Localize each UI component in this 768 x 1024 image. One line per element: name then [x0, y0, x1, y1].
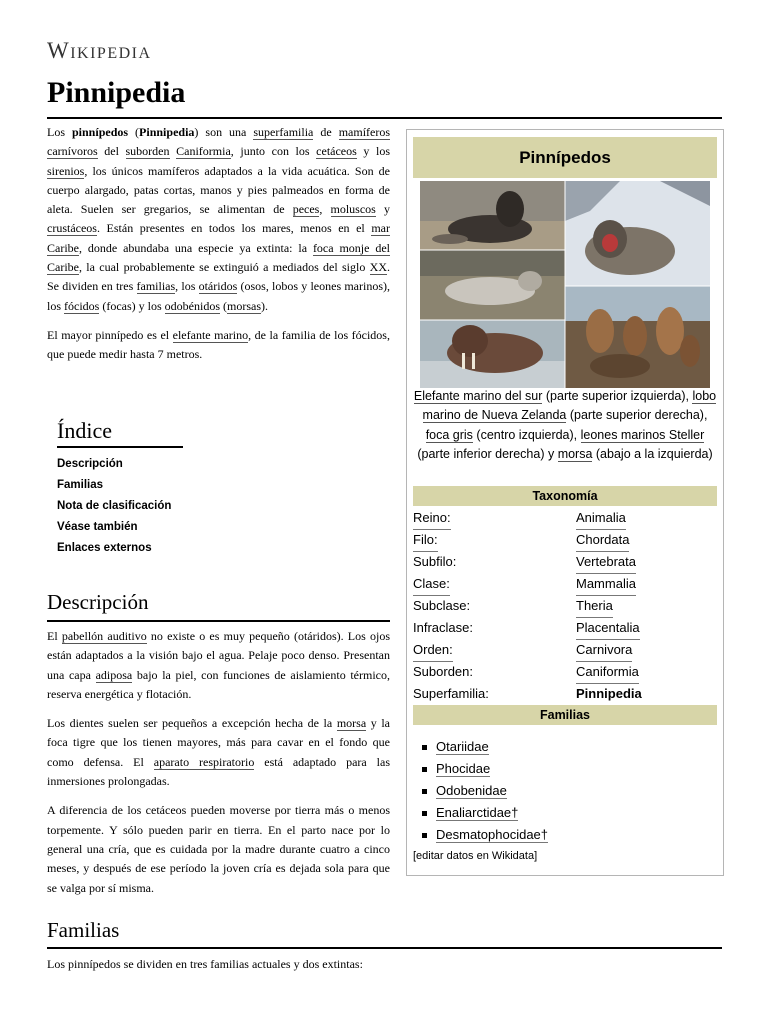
taxonomy-value[interactable]: Vertebrata — [576, 551, 636, 574]
section-heading-familias: Familias — [47, 918, 120, 942]
text-run: , junto con los — [230, 144, 317, 159]
inline-link[interactable]: Elefante marino del sur — [413, 389, 543, 403]
section-divider-familias — [47, 947, 722, 949]
families-list — [419, 736, 548, 846]
toc-item-descripcion[interactable]: Descripción — [57, 458, 123, 470]
text-run: (parte superior izquierda), — [542, 389, 693, 403]
taxonomy-value[interactable]: Chordata — [576, 529, 629, 552]
text-run: . Están presentes en todos los mares, menos en el — [96, 221, 372, 236]
inline-link[interactable]: morsas — [227, 298, 262, 313]
section-divider-descripcion — [47, 620, 390, 622]
descripcion-paragraph-2 — [47, 714, 390, 791]
descripcion-paragraph-1 — [47, 627, 390, 704]
taxonomy-row — [413, 573, 717, 595]
toc-item-vease[interactable]: Véase también — [57, 521, 138, 533]
text-run: Los dientes suelen ser pequeños a excepción hecha de la — [47, 716, 337, 731]
taxonomy-value[interactable]: Theria — [576, 595, 613, 618]
text-run: , los únicos mamíferos adaptados a la vida acuática. Son de cuerpo alargado, patas cortas, manos y pies palmeados en forma de aleta. Suelen ser gregarios, se alimentan de — [47, 163, 390, 217]
text-run: ). — [261, 298, 269, 313]
family-item — [419, 824, 548, 846]
photo-grey-seal — [420, 250, 565, 320]
text-run: ( — [128, 125, 140, 139]
inline-link[interactable]: foca gris — [425, 427, 473, 442]
family-link[interactable]: Phocidae — [436, 761, 491, 776]
text-run: (osos, lobos y leones marinos), los — [47, 279, 390, 313]
text-run: (parte superior derecha), — [566, 408, 708, 423]
taxonomy-value[interactable]: Mammalia — [576, 573, 636, 596]
taxonomy-header: Taxonomía — [413, 486, 717, 506]
taxonomy-rank: Subclase: — [413, 598, 471, 613]
text-run: A diferencia de los cetáceos pueden moverse por tierra más o menos torpemente. Y sólo pueden parir en tierra. En el parto nace por lo general una cría, que es cuidada por la madre durante cuatro a cinco meses, y después de ese período la joven cría es dejada sola para que se valga por sí misma. — [47, 803, 390, 895]
taxonomy-row — [413, 639, 717, 661]
inline-link[interactable]: Caniformia — [176, 144, 231, 159]
taxonomy-value[interactable]: Animalia — [576, 507, 626, 530]
inline-link[interactable]: XX — [369, 260, 387, 275]
text-run: ( — [220, 298, 228, 313]
section-heading-descripcion: Descripción — [47, 590, 149, 614]
taxonomy-row — [413, 529, 717, 551]
text-run: , — [319, 202, 331, 217]
family-item — [419, 736, 548, 758]
family-link[interactable]: Desmatophocidae† — [436, 827, 549, 842]
inline-link[interactable]: moluscos — [330, 202, 376, 217]
inline-link[interactable]: otáridos — [198, 279, 238, 294]
inline-link[interactable]: fócidos — [64, 298, 100, 313]
inline-link[interactable]: elefante marino — [172, 327, 249, 342]
family-link[interactable]: Enaliarctidae† — [436, 805, 519, 820]
familias-intro: Los pinnípedos se dividen en tres familias actuales y dos extintas: — [47, 957, 363, 971]
bold-term: pinnípedos — [72, 125, 129, 139]
text-run: no existe o es muy pequeño (otáridos). Los ojos están adaptados a la visión bajo el agua. Pelaje poco denso. Presentan una capa — [47, 629, 390, 682]
text-run: está adaptado para las inmersiones prolongadas. — [47, 754, 391, 789]
pinnipeds-photo-collage[interactable] — [420, 181, 710, 388]
table-of-contents — [57, 418, 257, 559]
inline-link[interactable]: cetáceos — [316, 144, 357, 159]
taxonomy-rank[interactable]: Clase: — [413, 573, 450, 596]
text-run: Los — [47, 125, 72, 139]
taxonomy-row — [413, 661, 717, 683]
inline-link[interactable]: suborden — [125, 144, 170, 159]
text-run: (abajo a la izquierda) — [592, 447, 713, 462]
text-run: y — [375, 202, 390, 217]
page-title: Pinnipedia — [47, 76, 186, 109]
taxonomy-rank: Superfamilia: — [413, 686, 489, 701]
toc-divider — [57, 446, 183, 448]
text-run: y la foca tigre que los tienen mayores, más para cavar en el fondo que como defensa. El — [47, 716, 391, 769]
text-run: , la cual probablemente se extinguió a mediados del siglo — [79, 260, 370, 275]
text-run: , donde abundaba una especie ya extinta: la — [79, 240, 313, 255]
toc-item-nota[interactable]: Nota de clasificación — [57, 500, 172, 512]
bold-term: Pinnipedia — [139, 125, 195, 139]
text-run: (centro izquierda), — [472, 427, 581, 442]
inline-link[interactable]: superfamilia — [253, 125, 314, 139]
family-item — [419, 780, 548, 802]
text-run: El mayor pinnípedo es el — [47, 327, 173, 342]
photo-walrus — [420, 320, 565, 388]
inline-link[interactable]: morsa — [557, 447, 593, 462]
taxonomy-rank: Infraclase: — [413, 620, 473, 635]
taxonomy-value[interactable]: Caniformia — [576, 661, 639, 684]
family-link[interactable]: Otariidae — [436, 739, 489, 754]
text-run: (parte inferior derecha) y — [417, 447, 558, 462]
inline-link[interactable]: odobénidos — [164, 298, 221, 313]
families-header: Familias — [413, 705, 717, 725]
family-item — [419, 802, 548, 824]
title-divider — [47, 117, 722, 119]
taxonomy-value[interactable]: Placentalia — [576, 617, 640, 640]
intro-paragraph-1 — [47, 123, 390, 316]
photo-fur-seal — [565, 181, 710, 286]
photo-elephant-seal — [420, 181, 565, 250]
intro-section — [47, 123, 390, 375]
inline-link[interactable]: aparato respiratorio — [153, 754, 255, 769]
toc-item-familias[interactable]: Familias — [57, 479, 104, 491]
toc-item-enlaces[interactable]: Enlaces externos — [57, 542, 152, 554]
taxonomy-value: Pinnipedia — [576, 686, 642, 701]
inline-link[interactable]: peces — [292, 202, 320, 217]
inline-link[interactable]: morsa — [336, 716, 367, 731]
photo-sea-lions — [565, 286, 710, 388]
text-run: bajo la piel, con funciones de aislamiento térmico, reserva energética y flotación. — [47, 667, 390, 701]
taxonomy-value[interactable]: Carnivora — [576, 639, 632, 662]
inline-link[interactable]: sirenios — [47, 163, 85, 178]
taxonomy-row — [413, 595, 717, 617]
wikipedia-wordmark[interactable]: Wikipedia — [47, 38, 152, 63]
text-run: , los — [175, 279, 199, 294]
toc-title: Índice — [57, 418, 112, 443]
family-item — [419, 758, 548, 780]
infobox-title: Pinnípedos — [413, 137, 717, 178]
descripcion-body — [47, 627, 390, 908]
inline-link[interactable]: adiposa — [95, 667, 133, 682]
text-run: , de la familia de los fócidos, que puede medir hasta 7 metros. — [47, 327, 390, 362]
wikidata-edit-link[interactable]: [editar datos en Wikidata] — [413, 850, 538, 862]
taxonomy-row — [413, 617, 717, 639]
text-run: (focas) y los — [99, 298, 165, 313]
inline-link[interactable]: lobo marino de Nueva Zelanda — [422, 389, 717, 423]
taxonomy-row — [413, 683, 717, 705]
text-run: . Se dividen en tres — [47, 260, 390, 294]
text-run: de — [313, 125, 339, 139]
intro-paragraph-2 — [47, 326, 390, 365]
taxonomy-rank[interactable]: Reino: — [413, 507, 451, 530]
inline-link[interactable]: mar Caribe — [47, 221, 390, 255]
taxonomy-row — [413, 507, 717, 529]
inline-link[interactable]: crustáceos — [47, 221, 97, 236]
taxonomy-row — [413, 551, 717, 573]
text-run: y los — [356, 144, 391, 159]
taxonomy-rank[interactable]: Filo: — [413, 529, 438, 552]
taxonomy-rank: Suborden: — [413, 664, 473, 679]
text-run: El — [47, 629, 62, 643]
inline-link[interactable]: leones marinos Steller — [580, 427, 705, 442]
infobox — [406, 129, 724, 876]
descripcion-paragraph-3 — [47, 801, 390, 897]
inline-link[interactable]: pabellón auditivo — [61, 629, 147, 643]
inline-link[interactable]: foca monje del Caribe — [47, 240, 390, 275]
infobox-caption — [413, 387, 717, 465]
inline-link[interactable]: familias — [136, 279, 176, 294]
taxonomy-rank: Subfilo: — [413, 554, 457, 569]
text-run: del — [97, 144, 126, 159]
taxonomy-rank[interactable]: Orden: — [413, 639, 453, 662]
text-run: ) son una — [194, 125, 254, 139]
inline-link[interactable]: mamíferos carnívoros — [47, 125, 391, 159]
family-link[interactable]: Odobenidae — [436, 783, 507, 798]
